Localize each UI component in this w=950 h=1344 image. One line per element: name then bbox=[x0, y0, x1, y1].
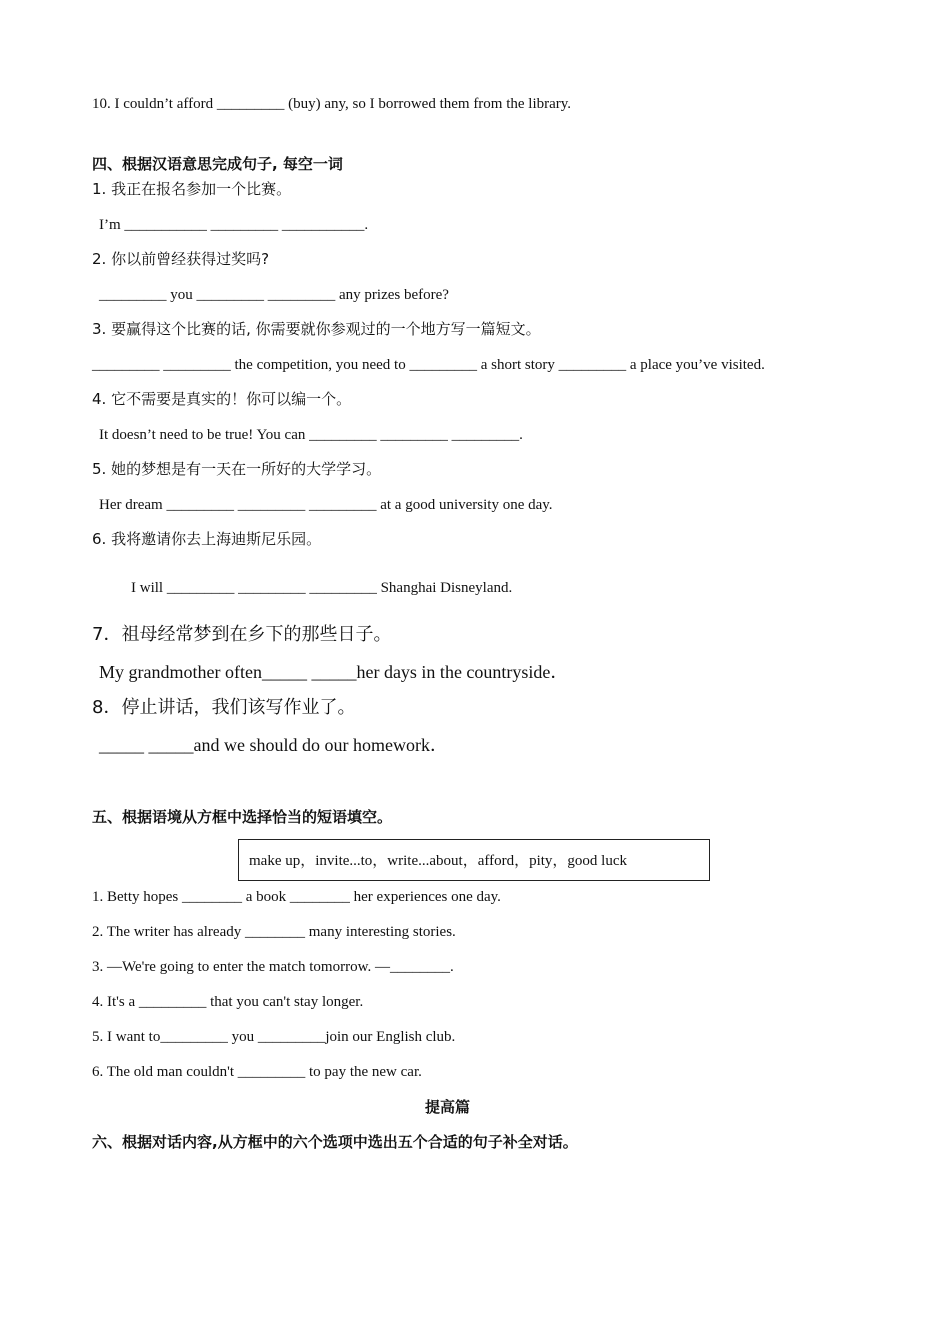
s4-item2-zh: 2. 你以前曾经获得过奖吗? bbox=[92, 250, 270, 268]
q10-line: 10. I couldn’t afford _________ (buy) any, so I borrowed them from the library. bbox=[92, 96, 572, 112]
word-box bbox=[238, 839, 710, 881]
s4-item5-zh: 5. 她的梦想是有一天在一所好的大学学习。 bbox=[92, 460, 382, 478]
s4-item5-en: Her dream _________ _________ _________ at a good university one day. bbox=[99, 497, 553, 513]
s4-item7-en: My grandmother often_____ _____her days in the countryside． bbox=[99, 662, 569, 682]
s4-item8-en: _____ _____and we should do our homework． bbox=[99, 735, 448, 755]
s5-item4: 4. It's a _________ that you can't stay longer. bbox=[92, 994, 364, 1010]
s4-item4-en: It doesn’t need to be true! You can _________ _________ _________. bbox=[99, 427, 523, 443]
s4-item3-zh: 3. 要赢得这个比赛的话, 你需要就你参观过的一个地方写一篇短文。 bbox=[92, 320, 541, 338]
s4-item6-zh: 6. 我将邀请你去上海迪斯尼乐园。 bbox=[92, 530, 322, 548]
section4-heading: 四、根据汉语意思完成句子, 每空一词 bbox=[92, 155, 343, 173]
word-box-text: make up，invite...to，write...about，afford，pity，good luck bbox=[249, 853, 627, 869]
s4-item1-zh: 1. 我正在报名参加一个比赛。 bbox=[92, 180, 292, 198]
section5-heading: 五、根据语境从方框中选择恰当的短语填空。 bbox=[92, 808, 393, 826]
s4-item7-zh: 7．祖母经常梦到在乡下的那些日子。 bbox=[92, 624, 392, 645]
s4-item6-en: I will _________ _________ _________ Shanghai Disneyland. bbox=[131, 580, 513, 596]
s5-item6: 6. The old man couldn't _________ to pay the new car. bbox=[92, 1064, 422, 1080]
s4-item3-en: _________ _________ the competition, you need to _________ a short story _________ a place you’ve visited. bbox=[92, 357, 765, 373]
s4-item4-zh: 4. 它不需要是真实的！你可以编一个。 bbox=[92, 390, 352, 408]
s4-item8-zh: 8．停止讲话，我们该写作业了。 bbox=[92, 697, 356, 718]
advanced-title: 提高篇 bbox=[425, 1098, 471, 1116]
s5-item1: 1. Betty hopes ________ a book ________ her experiences one day. bbox=[92, 889, 501, 905]
s5-item3: 3. —We're going to enter the match tomorrow. —________. bbox=[92, 959, 454, 975]
s5-item2: 2. The writer has already ________ many interesting stories. bbox=[92, 924, 456, 940]
s4-item2-en: _________ you _________ _________ any prizes before? bbox=[99, 287, 449, 303]
section6-heading: 六、根据对话内容,从方框中的六个选项中选出五个合适的句子补全对话。 bbox=[92, 1133, 578, 1151]
s5-item5: 5. I want to_________ you _________join our English club. bbox=[92, 1029, 456, 1045]
s4-item1-en: I’m ___________ _________ ___________. bbox=[99, 217, 369, 233]
